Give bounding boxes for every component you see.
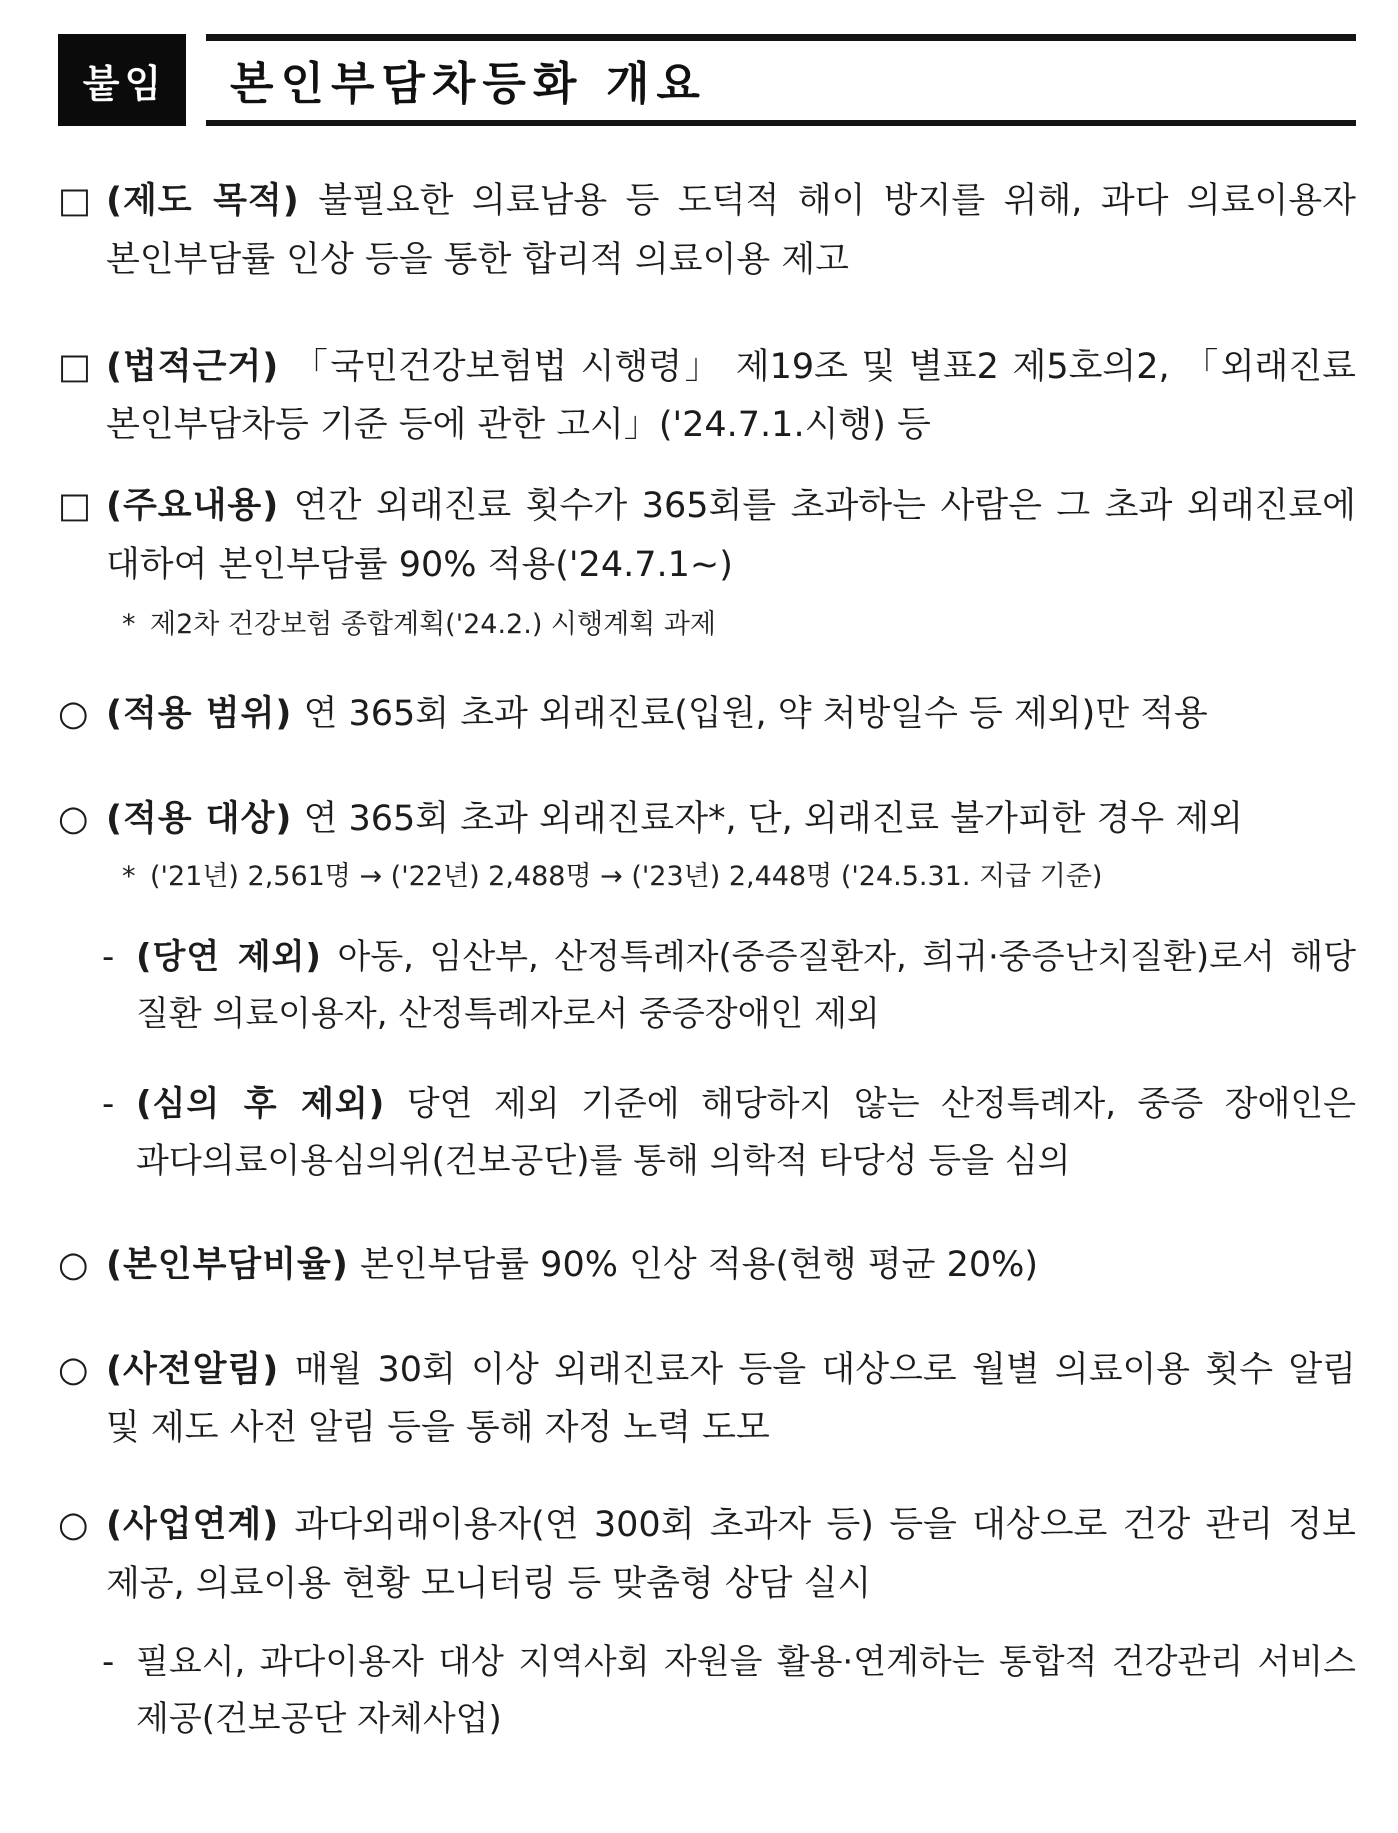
plan-footnote-text [150, 605, 1356, 646]
scope-label: (적용 범위) [106, 694, 293, 735]
purpose-label: (제도 목적) [106, 181, 300, 221]
dash-bullet-icon: - [102, 937, 115, 978]
square-bullet-icon: □ [58, 486, 92, 527]
square-bullet-icon: □ [58, 181, 92, 221]
main-content-item [58, 477, 1356, 595]
auto-exclusion-text [136, 929, 1356, 1043]
target-body: 연 365회 초과 외래진료자*, 단, 외래진료 불가피한 경우 제외 [303, 799, 1243, 840]
copay-rate-text [106, 1236, 1356, 1295]
program-link-label: (사업연계) [106, 1505, 280, 1546]
legal-basis-label: (법적근거) [106, 346, 280, 387]
review-exclusion-label: (심의 후 제외) [136, 1083, 386, 1124]
scope-item [58, 685, 1356, 744]
purpose-body: 불필요한 의료남용 등 도덕적 해이 방지를 위해, 과다 의료이용자 본인부담률 인상 등을 통한 합리적 의료이용 제고 [106, 181, 1356, 280]
page-title: 본인부담차등화 개요 [230, 57, 707, 110]
copay-rate-body: 본인부담률 90% 인상 적용(현행 평균 20%) [360, 1244, 1039, 1285]
main-content-body: 연간 외래진료 횟수가 365회를 초과하는 사람은 그 초과 외래진료에 대하여 본인부담률 90% 적용('24.7.1~) [106, 486, 1356, 585]
integrated-care-body: 필요시, 과다이용자 대상 지역사회 자원을 활용·연계하는 통합적 건강관리 서비스 제공(건보공단 자체사업) [136, 1641, 1356, 1739]
auto-exclusion-label: (당연 제외) [136, 937, 322, 978]
review-exclusion-body: 당연 제외 기준에 해당하지 않는 산정특례자, 중증 장애인은 과다의료이용심의위(건보공단)를 통해 의학적 타당성 등을 심의 [136, 1083, 1357, 1181]
title-rule-box [206, 34, 1356, 126]
circle-bullet-icon: ○ [58, 1505, 89, 1546]
stats-footnote-text [150, 857, 1356, 898]
review-exclusion-item [58, 1076, 1356, 1190]
dash-bullet-icon: - [102, 1641, 115, 1682]
purpose-text [106, 172, 1356, 290]
target-item [58, 790, 1356, 849]
scope-text [106, 685, 1356, 744]
attachment-badge [58, 34, 186, 126]
advance-notice-label: (사전알림) [106, 1349, 280, 1390]
auto-exclusion-item [58, 929, 1356, 1043]
plan-footnote-body: 제2차 건강보험 종합계획('24.2.) 시행계획 과제 [150, 608, 717, 640]
advance-notice-item [58, 1341, 1356, 1459]
legal-basis-body: 「국민건강보험법 시행령」 제19조 및 별표2 제5호의2, 「외래진료 본인부담차등 기준 등에 관한 고시」('24.7.1.시행) 등 [106, 346, 1356, 446]
circle-bullet-icon: ○ [58, 1244, 89, 1285]
asterisk-icon: * [122, 608, 136, 640]
review-exclusion-text [136, 1076, 1356, 1190]
square-bullet-icon: □ [58, 346, 92, 387]
attachment-badge-label: 붙임 [82, 61, 167, 106]
legal-basis-text [106, 338, 1356, 456]
circle-bullet-icon: ○ [58, 694, 89, 735]
main-content-text [106, 477, 1356, 595]
purpose-item [58, 172, 1356, 290]
auto-exclusion-body: 아동, 임산부, 산정특례자(중증질환자, 희귀·중증난치질환)로서 해당 질환 의료이용자, 산정특례자로서 중증장애인 제외 [136, 937, 1356, 1035]
doc-header [58, 34, 1356, 126]
dash-bullet-icon: - [102, 1083, 115, 1124]
copay-rate-item [58, 1236, 1356, 1295]
target-label: (적용 대상) [106, 799, 293, 840]
integrated-care-text [136, 1634, 1356, 1748]
program-link-item [58, 1496, 1356, 1614]
target-text [106, 790, 1356, 849]
advance-notice-text [106, 1341, 1356, 1459]
program-link-text [106, 1496, 1356, 1614]
plan-footnote [58, 605, 1356, 646]
asterisk-icon: * [122, 860, 136, 892]
advance-notice-body: 매월 30회 이상 외래진료자 등을 대상으로 월별 의료이용 횟수 알림 및 제도 사전 알림 등을 통해 자정 노력 도모 [106, 1349, 1356, 1449]
copay-rate-label: (본인부담비율) [106, 1244, 349, 1285]
program-link-body: 과다외래이용자(연 300회 초과자 등) 등을 대상으로 건강 관리 정보 제공, 의료이용 현황 모니터링 등 맞춤형 상담 실시 [106, 1505, 1356, 1604]
scope-body: 연 365회 초과 외래진료(입원, 약 처방일수 등 제외)만 적용 [303, 694, 1208, 735]
stats-footnote [58, 857, 1356, 898]
integrated-care-item [58, 1634, 1356, 1748]
main-content-label: (주요내용) [106, 486, 280, 527]
stats-footnote-body: ('21년) 2,561명 → ('22년) 2,488명 → ('23년) 2,448명 ('24.5.31. 지급 기준) [150, 860, 1103, 892]
circle-bullet-icon: ○ [58, 799, 89, 840]
circle-bullet-icon: ○ [58, 1349, 89, 1390]
legal-basis-item [58, 338, 1356, 456]
